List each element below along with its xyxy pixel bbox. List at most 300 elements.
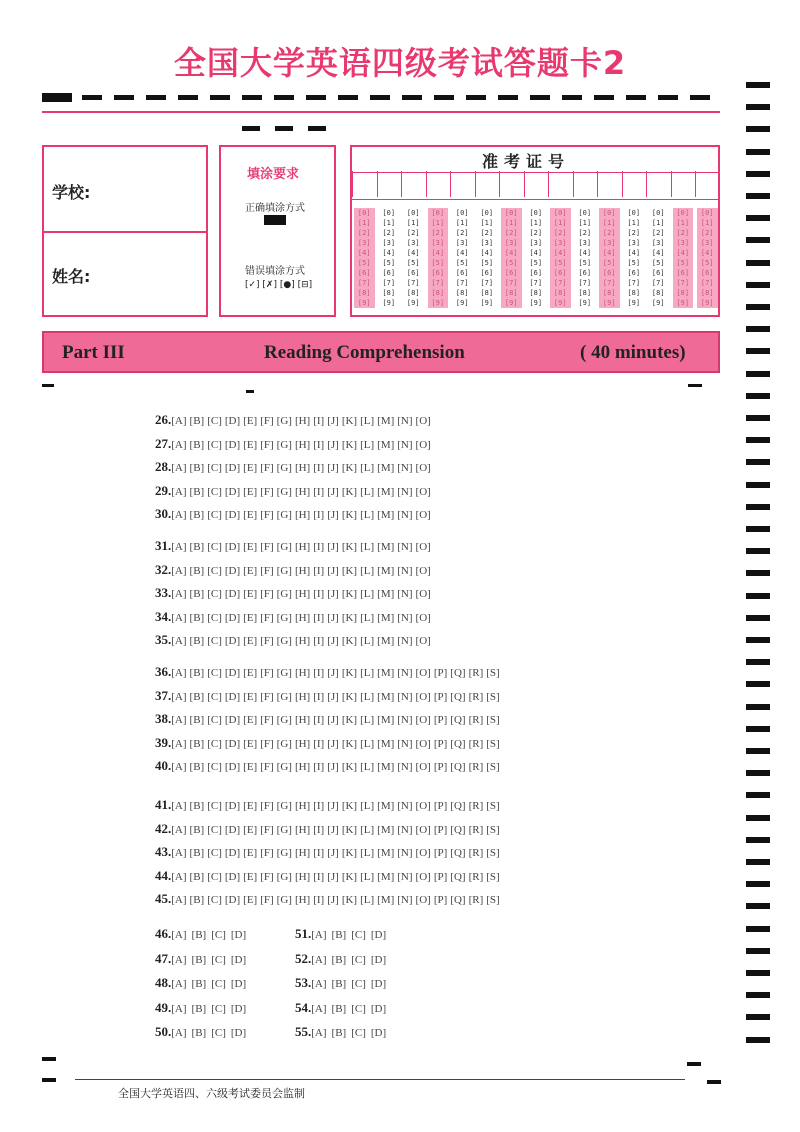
answer-bubble[interactable]: [H]: [294, 870, 311, 883]
answer-bubble[interactable]: [J]: [327, 761, 339, 773]
answer-bubble[interactable]: [M]: [377, 635, 395, 647]
id-digit-bubble[interactable]: [3]: [382, 239, 396, 247]
answer-bubble[interactable]: [A]: [171, 978, 187, 990]
answer-bubble[interactable]: [G]: [276, 894, 292, 906]
answer-bubble[interactable]: [I]: [313, 588, 325, 600]
answer-bubble[interactable]: [C]: [351, 978, 366, 990]
id-digit-bubble[interactable]: [8]: [455, 289, 469, 297]
id-digit-bubble[interactable]: [9]: [553, 299, 567, 307]
answer-bubble[interactable]: [H]: [294, 847, 311, 859]
answer-bubble[interactable]: [A]: [171, 564, 187, 577]
id-digit-bubble[interactable]: [4]: [480, 249, 494, 257]
answer-bubble[interactable]: [L]: [360, 588, 375, 600]
answer-bubble[interactable]: [C]: [207, 761, 222, 773]
answer-bubble[interactable]: [S]: [486, 667, 500, 679]
answer-bubble[interactable]: [A]: [171, 1002, 187, 1015]
answer-bubble[interactable]: [L]: [360, 485, 375, 498]
id-digit-bubble[interactable]: [6]: [357, 269, 371, 277]
answer-bubble[interactable]: [A]: [171, 485, 187, 498]
answer-bubble[interactable]: [F]: [260, 635, 274, 647]
answer-bubble[interactable]: [A]: [171, 635, 187, 647]
answer-bubble[interactable]: [B]: [189, 737, 205, 750]
answer-bubble[interactable]: [F]: [260, 894, 274, 906]
answer-bubble[interactable]: [J]: [327, 737, 339, 750]
id-digit-bubble[interactable]: [9]: [602, 299, 616, 307]
answer-bubble[interactable]: [K]: [341, 588, 358, 600]
id-digit-bubble[interactable]: [0]: [455, 209, 469, 217]
answer-bubble[interactable]: [E]: [243, 485, 258, 498]
answer-bubble[interactable]: [M]: [377, 870, 395, 883]
answer-bubble[interactable]: [C]: [207, 611, 222, 624]
answer-bubble[interactable]: [D]: [224, 894, 241, 906]
id-digit-bubble[interactable]: [2]: [406, 229, 420, 237]
answer-bubble[interactable]: [A]: [171, 438, 187, 451]
id-digit-bubble[interactable]: [7]: [480, 279, 494, 287]
answer-bubble[interactable]: [M]: [377, 667, 395, 679]
answer-bubble[interactable]: [C]: [207, 635, 222, 647]
answer-bubble[interactable]: [B]: [189, 611, 205, 624]
answer-bubble[interactable]: [K]: [341, 635, 358, 647]
answer-bubble[interactable]: [G]: [276, 761, 292, 773]
answer-bubble[interactable]: [O]: [415, 509, 431, 521]
answer-bubble[interactable]: [E]: [243, 462, 258, 474]
answer-bubble[interactable]: [C]: [207, 894, 222, 906]
id-digit-bubble[interactable]: [2]: [529, 229, 543, 237]
answer-bubble[interactable]: [M]: [377, 588, 395, 600]
answer-bubble[interactable]: [F]: [260, 690, 274, 703]
answer-bubble[interactable]: [Q]: [450, 737, 466, 750]
answer-bubble[interactable]: [H]: [294, 462, 311, 474]
answer-bubble[interactable]: [I]: [313, 894, 325, 906]
id-digit-bubble[interactable]: [5]: [578, 259, 592, 267]
answer-bubble[interactable]: [F]: [260, 588, 274, 600]
answer-bubble[interactable]: [M]: [377, 541, 395, 553]
answer-bubble[interactable]: [N]: [397, 894, 413, 906]
answer-bubble[interactable]: [F]: [260, 462, 274, 474]
answer-bubble[interactable]: [J]: [327, 541, 339, 553]
id-digit-bubble[interactable]: [3]: [602, 239, 616, 247]
answer-bubble[interactable]: [C]: [207, 485, 222, 498]
id-digit-bubble[interactable]: [4]: [676, 249, 690, 257]
id-digit-bubble[interactable]: [0]: [553, 209, 567, 217]
answer-bubble[interactable]: [R]: [468, 761, 484, 773]
answer-bubble[interactable]: [K]: [341, 761, 358, 773]
answer-bubble[interactable]: [N]: [397, 485, 413, 498]
answer-bubble[interactable]: [A]: [311, 1027, 327, 1039]
answer-bubble[interactable]: [S]: [486, 823, 500, 836]
answer-bubble[interactable]: [M]: [377, 611, 395, 624]
id-digit-bubble[interactable]: [9]: [627, 299, 641, 307]
id-digit-bubble[interactable]: [9]: [578, 299, 592, 307]
answer-bubble[interactable]: [K]: [341, 564, 358, 577]
id-digit-bubble[interactable]: [4]: [431, 249, 445, 257]
answer-bubble[interactable]: [B]: [189, 541, 205, 553]
answer-bubble[interactable]: [K]: [341, 415, 358, 427]
answer-bubble[interactable]: [L]: [360, 690, 375, 703]
answer-bubble[interactable]: [K]: [341, 894, 358, 906]
answer-bubble[interactable]: [O]: [415, 415, 431, 427]
answer-bubble[interactable]: [E]: [243, 714, 258, 726]
answer-bubble[interactable]: [D]: [224, 714, 241, 726]
answer-bubble[interactable]: [I]: [313, 485, 325, 498]
answer-bubble[interactable]: [C]: [207, 847, 222, 859]
answer-bubble[interactable]: [I]: [313, 541, 325, 553]
id-digit-bubble[interactable]: [5]: [700, 259, 714, 267]
answer-bubble[interactable]: [A]: [171, 1027, 187, 1039]
answer-bubble[interactable]: [N]: [397, 800, 413, 812]
answer-bubble[interactable]: [M]: [377, 714, 395, 726]
answer-bubble[interactable]: [L]: [360, 847, 375, 859]
answer-bubble[interactable]: [G]: [276, 564, 292, 577]
answer-bubble[interactable]: [L]: [360, 462, 375, 474]
id-digit-bubble[interactable]: [4]: [382, 249, 396, 257]
id-digit-bubble[interactable]: [0]: [676, 209, 690, 217]
id-digit-bubble[interactable]: [3]: [651, 239, 665, 247]
answer-bubble[interactable]: [I]: [313, 714, 325, 726]
answer-bubble[interactable]: [L]: [360, 509, 375, 521]
answer-bubble[interactable]: [H]: [294, 800, 311, 812]
id-digit-bubble[interactable]: [1]: [676, 219, 690, 227]
answer-bubble[interactable]: [A]: [171, 929, 187, 941]
answer-bubble[interactable]: [I]: [313, 800, 325, 812]
answer-bubble[interactable]: [S]: [486, 714, 500, 726]
answer-bubble[interactable]: [G]: [276, 667, 292, 679]
answer-bubble[interactable]: [K]: [341, 823, 358, 836]
id-digit-bubble[interactable]: [1]: [602, 219, 616, 227]
answer-bubble[interactable]: [E]: [243, 541, 258, 553]
id-digit-bubble[interactable]: [8]: [578, 289, 592, 297]
answer-bubble[interactable]: [B]: [191, 1027, 207, 1039]
answer-bubble[interactable]: [M]: [377, 737, 395, 750]
answer-bubble[interactable]: [B]: [189, 509, 205, 521]
answer-bubble[interactable]: [J]: [327, 509, 339, 521]
answer-bubble[interactable]: [B]: [189, 462, 205, 474]
answer-bubble[interactable]: [I]: [313, 611, 325, 624]
answer-bubble[interactable]: [N]: [397, 847, 413, 859]
answer-bubble[interactable]: [G]: [276, 737, 292, 750]
answer-bubble[interactable]: [L]: [360, 737, 375, 750]
answer-bubble[interactable]: [E]: [243, 667, 258, 679]
answer-bubble[interactable]: [N]: [397, 415, 413, 427]
id-digit-bubble[interactable]: [8]: [406, 289, 420, 297]
answer-bubble[interactable]: [H]: [294, 635, 311, 647]
answer-bubble[interactable]: [R]: [468, 847, 484, 859]
answer-bubble[interactable]: [O]: [415, 894, 431, 906]
id-digit-bubble[interactable]: [8]: [431, 289, 445, 297]
answer-bubble[interactable]: [J]: [327, 438, 339, 451]
answer-bubble[interactable]: [G]: [276, 823, 292, 836]
id-digit-bubble[interactable]: [0]: [382, 209, 396, 217]
answer-bubble[interactable]: [G]: [276, 438, 292, 451]
answer-bubble[interactable]: [A]: [171, 761, 187, 773]
answer-bubble[interactable]: [F]: [260, 415, 274, 427]
id-digit-bubble[interactable]: [8]: [529, 289, 543, 297]
answer-bubble[interactable]: [E]: [243, 438, 258, 451]
answer-bubble[interactable]: [F]: [260, 847, 274, 859]
answer-bubble[interactable]: [D]: [230, 953, 247, 966]
answer-bubble[interactable]: [I]: [313, 823, 325, 836]
answer-bubble[interactable]: [P]: [433, 690, 448, 703]
id-digit-bubble[interactable]: [1]: [382, 219, 396, 227]
answer-bubble[interactable]: [J]: [327, 847, 339, 859]
answer-bubble[interactable]: [C]: [351, 1027, 366, 1039]
answer-bubble[interactable]: [N]: [397, 611, 413, 624]
answer-bubble[interactable]: [F]: [260, 611, 274, 624]
id-digit-bubble[interactable]: [3]: [504, 239, 518, 247]
id-digit-bubble[interactable]: [7]: [504, 279, 518, 287]
answer-bubble[interactable]: [O]: [415, 823, 431, 836]
answer-bubble[interactable]: [J]: [327, 415, 339, 427]
id-digit-bubble[interactable]: [6]: [504, 269, 518, 277]
answer-bubble[interactable]: [L]: [360, 564, 375, 577]
answer-bubble[interactable]: [J]: [327, 635, 339, 647]
id-digit-bubble[interactable]: [8]: [676, 289, 690, 297]
answer-bubble[interactable]: [I]: [313, 462, 325, 474]
id-digit-bubble[interactable]: [3]: [553, 239, 567, 247]
id-digit-bubble[interactable]: [2]: [431, 229, 445, 237]
answer-bubble[interactable]: [I]: [313, 737, 325, 750]
answer-bubble[interactable]: [S]: [486, 761, 500, 773]
id-digit-bubble[interactable]: [9]: [455, 299, 469, 307]
answer-bubble[interactable]: [H]: [294, 485, 311, 498]
answer-bubble[interactable]: [M]: [377, 823, 395, 836]
answer-bubble[interactable]: [A]: [171, 667, 187, 679]
answer-bubble[interactable]: [D]: [224, 870, 241, 883]
answer-bubble[interactable]: [D]: [224, 800, 241, 812]
answer-bubble[interactable]: [E]: [243, 690, 258, 703]
answer-bubble[interactable]: [M]: [377, 894, 395, 906]
id-digit-bubble[interactable]: [0]: [357, 209, 371, 217]
answer-bubble[interactable]: [H]: [294, 823, 311, 836]
answer-bubble[interactable]: [E]: [243, 588, 258, 600]
answer-bubble[interactable]: [H]: [294, 714, 311, 726]
answer-bubble[interactable]: [M]: [377, 800, 395, 812]
answer-bubble[interactable]: [G]: [276, 462, 292, 474]
id-digit-bubble[interactable]: [1]: [553, 219, 567, 227]
answer-bubble[interactable]: [P]: [433, 823, 448, 836]
answer-bubble[interactable]: [J]: [327, 823, 339, 836]
answer-bubble[interactable]: [D]: [224, 823, 241, 836]
answer-bubble[interactable]: [H]: [294, 509, 311, 521]
answer-bubble[interactable]: [S]: [486, 737, 500, 750]
id-digit-bubble[interactable]: [4]: [406, 249, 420, 257]
answer-bubble[interactable]: [B]: [331, 929, 347, 941]
answer-bubble[interactable]: [B]: [331, 1027, 347, 1039]
answer-bubble[interactable]: [C]: [207, 737, 222, 750]
answer-bubble[interactable]: [R]: [468, 823, 484, 836]
answer-bubble[interactable]: [C]: [207, 462, 222, 474]
answer-bubble[interactable]: [J]: [327, 564, 339, 577]
answer-bubble[interactable]: [O]: [415, 690, 431, 703]
answer-bubble[interactable]: [F]: [260, 438, 274, 451]
id-digit-bubble[interactable]: [1]: [529, 219, 543, 227]
answer-bubble[interactable]: [A]: [171, 509, 187, 521]
id-digit-bubble[interactable]: [7]: [651, 279, 665, 287]
id-digit-bubble[interactable]: [7]: [578, 279, 592, 287]
answer-bubble[interactable]: [P]: [433, 847, 448, 859]
answer-bubble[interactable]: [D]: [370, 1002, 387, 1015]
answer-bubble[interactable]: [M]: [377, 438, 395, 451]
answer-bubble[interactable]: [L]: [360, 438, 375, 451]
id-digit-bubble[interactable]: [3]: [357, 239, 371, 247]
answer-bubble[interactable]: [E]: [243, 870, 258, 883]
id-digit-bubble[interactable]: [8]: [627, 289, 641, 297]
answer-bubble[interactable]: [C]: [351, 953, 366, 966]
answer-bubble[interactable]: [O]: [415, 635, 431, 647]
id-digit-bubble[interactable]: [6]: [676, 269, 690, 277]
answer-bubble[interactable]: [C]: [351, 1002, 366, 1015]
id-digit-bubble[interactable]: [7]: [602, 279, 616, 287]
answer-bubble[interactable]: [A]: [171, 953, 187, 966]
id-digit-bubble[interactable]: [8]: [553, 289, 567, 297]
answer-bubble[interactable]: [S]: [486, 800, 500, 812]
answer-bubble[interactable]: [K]: [341, 541, 358, 553]
answer-bubble[interactable]: [J]: [327, 714, 339, 726]
answer-bubble[interactable]: [I]: [313, 438, 325, 451]
answer-bubble[interactable]: [O]: [415, 714, 431, 726]
answer-bubble[interactable]: [J]: [327, 800, 339, 812]
answer-bubble[interactable]: [P]: [433, 870, 448, 883]
answer-bubble[interactable]: [A]: [171, 588, 187, 600]
answer-bubble[interactable]: [D]: [224, 737, 241, 750]
answer-bubble[interactable]: [E]: [243, 611, 258, 624]
answer-bubble[interactable]: [N]: [397, 823, 413, 836]
answer-bubble[interactable]: [N]: [397, 588, 413, 600]
answer-bubble[interactable]: [C]: [351, 929, 366, 941]
id-digit-bubble[interactable]: [7]: [553, 279, 567, 287]
answer-bubble[interactable]: [E]: [243, 737, 258, 750]
id-digit-bubble[interactable]: [1]: [504, 219, 518, 227]
answer-bubble[interactable]: [E]: [243, 761, 258, 773]
id-digit-bubble[interactable]: [2]: [578, 229, 592, 237]
answer-bubble[interactable]: [D]: [370, 953, 387, 966]
id-digit-bubble[interactable]: [4]: [651, 249, 665, 257]
answer-bubble[interactable]: [J]: [327, 667, 339, 679]
answer-bubble[interactable]: [L]: [360, 541, 375, 553]
answer-bubble[interactable]: [N]: [397, 870, 413, 883]
answer-bubble[interactable]: [L]: [360, 870, 375, 883]
id-digit-bubble[interactable]: [0]: [627, 209, 641, 217]
answer-bubble[interactable]: [B]: [189, 635, 205, 647]
id-digit-bubble[interactable]: [2]: [700, 229, 714, 237]
id-digit-bubble[interactable]: [0]: [651, 209, 665, 217]
id-digit-bubble[interactable]: [2]: [651, 229, 665, 237]
answer-bubble[interactable]: [Q]: [450, 800, 466, 812]
id-digit-bubble[interactable]: [6]: [382, 269, 396, 277]
answer-bubble[interactable]: [L]: [360, 611, 375, 624]
id-digit-bubble[interactable]: [5]: [602, 259, 616, 267]
answer-bubble[interactable]: [C]: [207, 564, 222, 577]
answer-bubble[interactable]: [I]: [313, 509, 325, 521]
answer-bubble[interactable]: [N]: [397, 509, 413, 521]
answer-bubble[interactable]: [L]: [360, 800, 375, 812]
answer-bubble[interactable]: [B]: [331, 978, 347, 990]
answer-bubble[interactable]: [O]: [415, 847, 431, 859]
id-digit-bubble[interactable]: [3]: [480, 239, 494, 247]
id-digit-bubble[interactable]: [8]: [602, 289, 616, 297]
id-digit-bubble[interactable]: [1]: [651, 219, 665, 227]
answer-bubble[interactable]: [D]: [224, 667, 241, 679]
answer-bubble[interactable]: [J]: [327, 485, 339, 498]
answer-bubble[interactable]: [D]: [224, 847, 241, 859]
answer-bubble[interactable]: [B]: [189, 823, 205, 836]
answer-bubble[interactable]: [F]: [260, 737, 274, 750]
answer-bubble[interactable]: [O]: [415, 761, 431, 773]
answer-bubble[interactable]: [A]: [171, 714, 187, 726]
answer-bubble[interactable]: [C]: [211, 1002, 226, 1015]
answer-bubble[interactable]: [F]: [260, 541, 274, 553]
answer-bubble[interactable]: [M]: [377, 564, 395, 577]
id-digit-bubble[interactable]: [9]: [431, 299, 445, 307]
id-digit-bubble[interactable]: [6]: [627, 269, 641, 277]
id-digit-bubble[interactable]: [1]: [578, 219, 592, 227]
answer-bubble[interactable]: [G]: [276, 800, 292, 812]
id-digit-bubble[interactable]: [1]: [480, 219, 494, 227]
answer-bubble[interactable]: [B]: [189, 588, 205, 600]
answer-bubble[interactable]: [K]: [341, 438, 358, 451]
id-digit-bubble[interactable]: [0]: [602, 209, 616, 217]
answer-bubble[interactable]: [D]: [224, 761, 241, 773]
id-digit-bubble[interactable]: [4]: [504, 249, 518, 257]
id-digit-bubble[interactable]: [8]: [504, 289, 518, 297]
answer-bubble[interactable]: [P]: [433, 667, 448, 679]
answer-bubble[interactable]: [B]: [189, 847, 205, 859]
answer-bubble[interactable]: [N]: [397, 761, 413, 773]
answer-bubble[interactable]: [C]: [207, 690, 222, 703]
answer-bubble[interactable]: [B]: [191, 978, 207, 990]
answer-bubble[interactable]: [M]: [377, 690, 395, 703]
answer-bubble[interactable]: [C]: [207, 870, 222, 883]
answer-bubble[interactable]: [Q]: [450, 667, 466, 679]
answer-bubble[interactable]: [M]: [377, 761, 395, 773]
answer-bubble[interactable]: [R]: [468, 690, 484, 703]
answer-bubble[interactable]: [N]: [397, 667, 413, 679]
answer-bubble[interactable]: [F]: [260, 714, 274, 726]
answer-bubble[interactable]: [I]: [313, 761, 325, 773]
answer-bubble[interactable]: [A]: [171, 737, 187, 750]
answer-bubble[interactable]: [F]: [260, 761, 274, 773]
answer-bubble[interactable]: [C]: [207, 509, 222, 521]
answer-bubble[interactable]: [Q]: [450, 870, 466, 883]
answer-bubble[interactable]: [B]: [191, 929, 207, 941]
id-digit-bubble[interactable]: [6]: [602, 269, 616, 277]
answer-bubble[interactable]: [A]: [171, 690, 187, 703]
answer-bubble[interactable]: [B]: [189, 800, 205, 812]
answer-bubble[interactable]: [B]: [191, 953, 207, 966]
answer-bubble[interactable]: [O]: [415, 541, 431, 553]
id-digit-bubble[interactable]: [5]: [382, 259, 396, 267]
answer-bubble[interactable]: [L]: [360, 761, 375, 773]
answer-bubble[interactable]: [B]: [189, 564, 205, 577]
id-digit-bubble[interactable]: [1]: [431, 219, 445, 227]
answer-bubble[interactable]: [C]: [207, 823, 222, 836]
answer-bubble[interactable]: [D]: [224, 541, 241, 553]
id-digit-bubble[interactable]: [2]: [553, 229, 567, 237]
answer-bubble[interactable]: [H]: [294, 737, 311, 750]
id-digit-bubble[interactable]: [1]: [700, 219, 714, 227]
answer-bubble[interactable]: [I]: [313, 870, 325, 883]
id-digit-bubble[interactable]: [7]: [382, 279, 396, 287]
answer-bubble[interactable]: [F]: [260, 823, 274, 836]
id-digit-bubble[interactable]: [4]: [602, 249, 616, 257]
id-digit-bubble[interactable]: [6]: [651, 269, 665, 277]
answer-bubble[interactable]: [B]: [189, 894, 205, 906]
id-digit-bubble[interactable]: [7]: [700, 279, 714, 287]
id-digit-bubble[interactable]: [9]: [676, 299, 690, 307]
answer-bubble[interactable]: [G]: [276, 485, 292, 498]
answer-bubble[interactable]: [M]: [377, 415, 395, 427]
answer-bubble[interactable]: [C]: [211, 953, 226, 966]
